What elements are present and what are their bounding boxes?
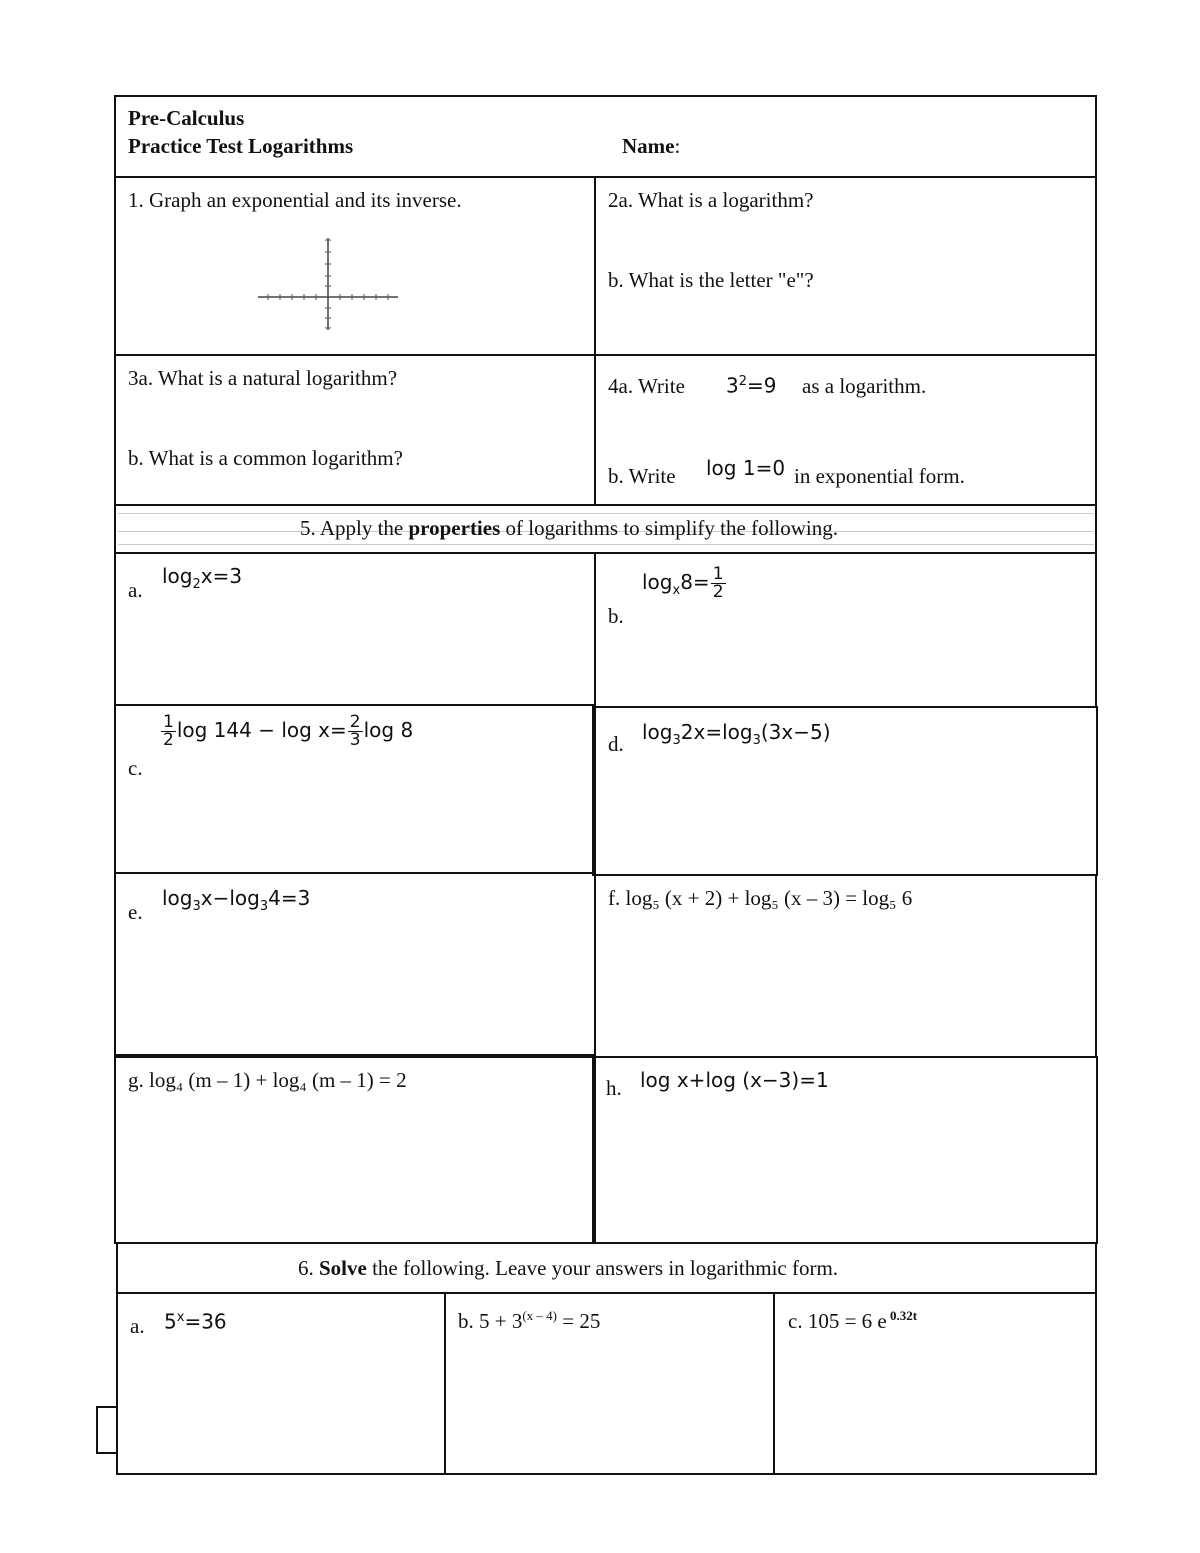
q2b-prompt: b. What is the letter "e"? bbox=[608, 268, 814, 292]
q5-instruction: 5. Apply the properties of logarithms to simplify the following. bbox=[300, 516, 838, 540]
graph-axes bbox=[250, 232, 406, 336]
q5d-equation: $\log_32x=\log_3(3x-5)$ bbox=[642, 720, 831, 748]
q6-instruction: 6. Solve the following. Leave your answers in logarithmic form. bbox=[298, 1256, 839, 1280]
q5h-label: h. bbox=[606, 1076, 622, 1100]
q5c-label: c. bbox=[128, 756, 143, 780]
header-band-line-3 bbox=[118, 544, 1094, 545]
page-number-box bbox=[96, 1406, 118, 1454]
q5a-equation: $\log_2x=3$ bbox=[162, 564, 243, 592]
test-title: Practice Test Logarithms bbox=[128, 134, 354, 158]
q5e-equation: $\log_3x-\log_34=3$ bbox=[162, 886, 311, 914]
q4a-expression: $3^2=9$ bbox=[726, 373, 777, 398]
q3b-prompt: b. What is a common logarithm? bbox=[128, 446, 403, 470]
q6c-equation: c. 105 = 6 e $^{0.32t}$ bbox=[788, 1308, 918, 1333]
q4b-expression: log 1=0 bbox=[706, 456, 786, 480]
q5f-equation: f. log₅ (x + 2) + log₅ (x – 3) = log₅ 6 bbox=[608, 886, 913, 910]
name-field bbox=[622, 134, 680, 158]
q5g-equation: g. log₄ (m – 1) + log₄ (m – 1) = 2 bbox=[128, 1068, 407, 1092]
q6b-equation: b. $5 + 3^{(x - 4)} = 25$ bbox=[458, 1308, 601, 1333]
name-colon: : bbox=[674, 134, 681, 158]
header-band-line-1 bbox=[118, 513, 1094, 514]
name-label: Name bbox=[622, 134, 675, 158]
q6a-label: a. bbox=[130, 1314, 145, 1338]
q5a-label: a. bbox=[128, 578, 143, 602]
q5c-equation: $\frac{1}{2}$ log 144 − log x= $\frac{2}{3}$ log 8 bbox=[163, 712, 414, 750]
q3a-prompt: 3a. What is a natural logarithm? bbox=[128, 366, 398, 390]
q5h-equation: log x+log (x−3)=1 bbox=[640, 1068, 829, 1092]
q6a-equation: $5^x=36$ bbox=[164, 1309, 227, 1334]
q5e-label: e. bbox=[128, 900, 143, 924]
q5b-label: b. bbox=[608, 604, 624, 628]
q4a-prompt: 4a. Write bbox=[608, 374, 685, 398]
q1-prompt: 1. Graph an exponential and its inverse. bbox=[128, 188, 462, 212]
q4b-suffix: in exponential form. bbox=[794, 464, 965, 488]
q4a-suffix: as a logarithm. bbox=[802, 374, 927, 398]
q5b-equation: $\log_x8=$ $\frac{1}{2}$ bbox=[642, 564, 724, 602]
course-title: Pre-Calculus bbox=[128, 106, 245, 130]
q4b-prompt: b. Write bbox=[608, 464, 676, 488]
q5d-label: d. bbox=[608, 732, 624, 756]
q2a-prompt: 2a. What is a logarithm? bbox=[608, 188, 814, 212]
